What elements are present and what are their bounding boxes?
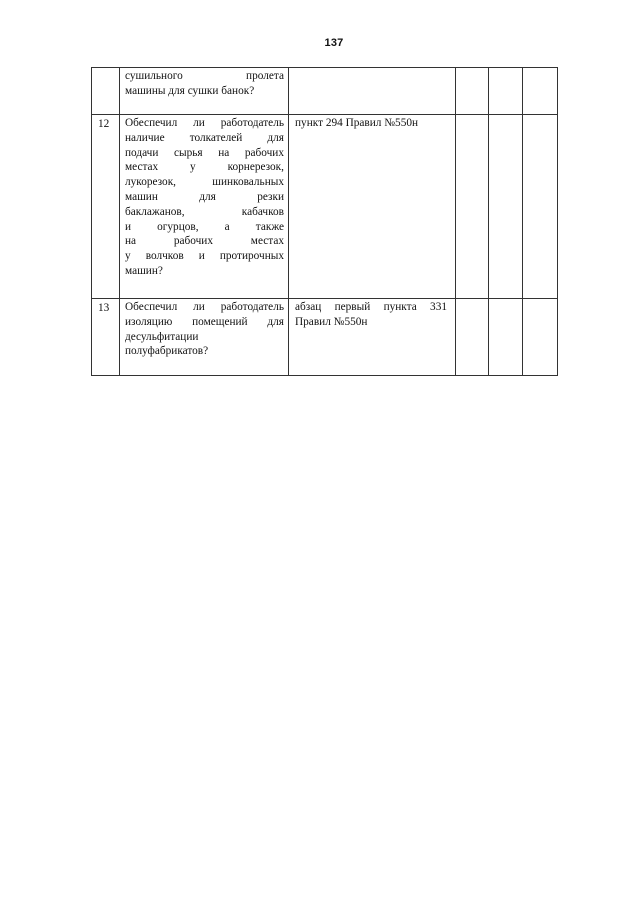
question-cell — [120, 68, 289, 115]
question-line: десульфитации — [125, 330, 199, 343]
table-row — [92, 115, 558, 299]
question-line: машин для резки — [125, 190, 284, 203]
reference-line: пункт 294 Правил №550н — [295, 117, 419, 129]
answer-yes-cell — [456, 299, 489, 376]
legal-reference-cell — [289, 68, 456, 115]
item-number-cell: 12 — [92, 115, 120, 299]
reference-line: Правил №550н — [295, 315, 368, 328]
answer-yes-cell — [456, 68, 489, 115]
question-line: машины для сушки банок? — [125, 84, 255, 97]
question-line: Обеспечил ли работодатель — [125, 117, 284, 129]
item-number-cell — [92, 68, 120, 115]
legal-reference-cell — [289, 115, 456, 299]
answer-na-cell — [523, 115, 558, 299]
answer-na-cell — [523, 299, 558, 376]
question-line: баклажанов, кабачков — [125, 205, 284, 218]
item-number-cell: 13 — [92, 299, 120, 376]
question-line: изоляцию помещений для — [125, 315, 284, 328]
answer-na-cell — [523, 68, 558, 115]
legal-reference-cell — [289, 299, 456, 376]
answer-yes-cell — [456, 115, 489, 299]
question-line: Обеспечил ли работодатель — [125, 301, 284, 313]
question-line: и огурцов, а также — [125, 220, 284, 233]
question-line: лукорезок, шинковальных — [125, 176, 284, 189]
page-number: 137 — [324, 37, 344, 49]
question-line: у волчков и протирочных — [125, 250, 284, 263]
question-line: полуфабрикатов? — [125, 345, 209, 358]
checklist-table — [91, 67, 558, 376]
table-row — [92, 68, 558, 115]
reference-line: абзац первый пункта 331 — [295, 301, 447, 313]
question-line: на рабочих местах — [125, 235, 284, 248]
answer-no-cell — [489, 299, 523, 376]
question-line: машин? — [125, 264, 163, 277]
table-row — [92, 299, 558, 376]
question-line: наличие толкателей для — [125, 131, 284, 144]
question-cell — [120, 299, 289, 376]
checklist-body — [92, 68, 558, 376]
question-line: подачи сырья на рабочих — [125, 146, 284, 159]
answer-no-cell — [489, 68, 523, 115]
question-line: сушильного пролета — [125, 70, 284, 82]
question-cell — [120, 115, 289, 299]
answer-no-cell — [489, 115, 523, 299]
question-line: местах у корнерезок, — [125, 161, 284, 174]
